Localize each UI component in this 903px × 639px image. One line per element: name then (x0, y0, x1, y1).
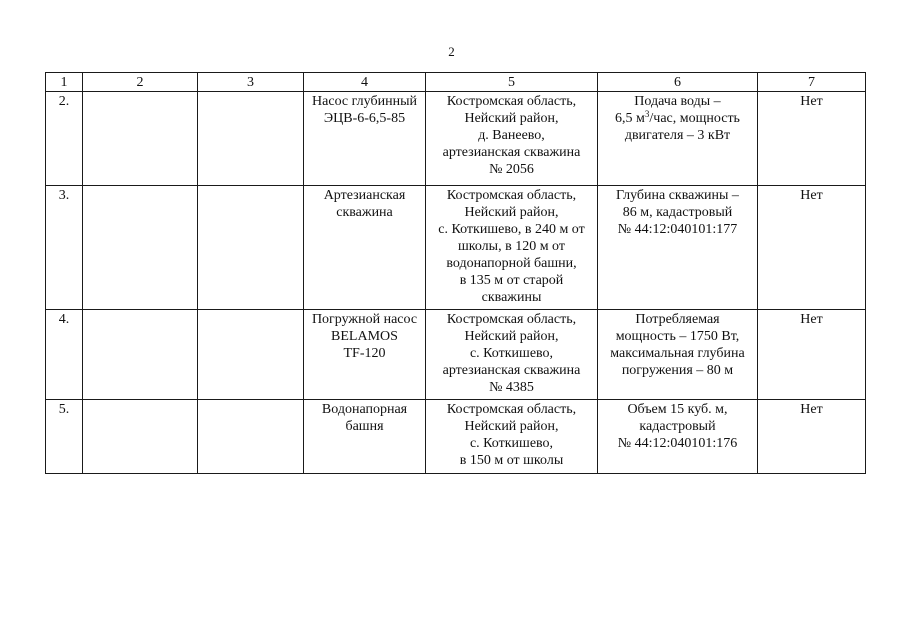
object-name-line: башня (345, 419, 384, 434)
empty-cell (198, 310, 304, 400)
address-line: Костромская область, (446, 312, 577, 327)
empty-cell (83, 310, 198, 400)
status-cell: Нет (758, 310, 866, 400)
row-number: 2. (46, 92, 83, 186)
row-number: 3. (46, 186, 83, 310)
cubic-superscript: 3 (644, 109, 650, 119)
address-cell (426, 186, 598, 310)
table-row (46, 186, 866, 310)
address-line: № 4385 (489, 380, 534, 395)
empty-cell (83, 186, 198, 310)
specs-line: максимальная глубина (610, 346, 745, 361)
object-name-cell (304, 400, 426, 474)
header-col-4: 4 (304, 73, 426, 92)
flow-value: 6,5 м (615, 111, 645, 126)
specs-line: двигателя – 3 кВт (624, 128, 731, 143)
address-line: Костромская область, (446, 402, 577, 417)
address-line: артезианская скважина (442, 145, 581, 160)
empty-cell (83, 400, 198, 474)
status-cell: Нет (758, 400, 866, 474)
specs-line: № 44:12:040101:176 (617, 436, 738, 451)
address-line: в 135 м от старой (459, 273, 564, 288)
header-col-7: 7 (758, 73, 866, 92)
specs-line (601, 110, 754, 127)
table-header-row (46, 73, 866, 92)
specs-cell (598, 186, 758, 310)
specs-cell (598, 400, 758, 474)
address-line: Костромская область, (446, 188, 577, 203)
object-name-cell (304, 310, 426, 400)
specs-line: Потребляемая (635, 312, 720, 327)
flow-unit: /час, мощность (649, 111, 740, 126)
address-cell (426, 92, 598, 186)
object-name-line: Артезианская (323, 188, 406, 203)
table-row (46, 400, 866, 474)
specs-line: Подача воды – (634, 94, 721, 109)
specs-line: погружения – 80 м (621, 363, 734, 378)
row-number: 5. (46, 400, 83, 474)
address-line: Нейский район, (464, 329, 559, 344)
specs-cell (598, 310, 758, 400)
address-line: школы, в 120 м от (458, 239, 565, 254)
empty-cell (198, 92, 304, 186)
address-line: артезианская скважина (442, 363, 581, 378)
address-line: Нейский район, (464, 419, 559, 434)
address-line: с. Коткишево, (469, 346, 554, 361)
empty-cell (198, 186, 304, 310)
address-line: скважины (481, 290, 542, 305)
object-name-line: ЭЦВ-6-6,5-85 (323, 111, 406, 126)
address-line: в 150 м от школы (459, 453, 564, 468)
header-col-3: 3 (198, 73, 304, 92)
specs-line: 86 м, кадастровый (622, 205, 733, 220)
specs-line: кадастровый (639, 419, 716, 434)
object-name-line: BELAMOS (331, 329, 398, 344)
header-col-5: 5 (426, 73, 598, 92)
header-col-2: 2 (83, 73, 198, 92)
header-col-1: 1 (46, 73, 83, 92)
specs-line: мощность – 1750 Вт, (615, 329, 740, 344)
address-line: с. Коткишево, в 240 м от (438, 222, 585, 237)
header-col-6: 6 (598, 73, 758, 92)
object-name-cell (304, 186, 426, 310)
address-line: водонапорной башни, (446, 256, 577, 271)
address-line: Нейский район, (464, 111, 559, 126)
address-line: с. Коткишево, (469, 436, 554, 451)
address-line: № 2056 (489, 162, 534, 177)
address-line: Костромская область, (446, 94, 577, 109)
address-line: Нейский район, (464, 205, 559, 220)
object-name-line: Насос глубинный (312, 94, 417, 109)
status-cell: Нет (758, 92, 866, 186)
table-row (46, 92, 866, 186)
status-cell: Нет (758, 186, 866, 310)
empty-cell (83, 92, 198, 186)
object-name-line: TF-120 (343, 346, 386, 361)
object-name-cell (304, 92, 426, 186)
address-cell (426, 310, 598, 400)
specs-line: Глубина скважины – (616, 188, 739, 203)
empty-cell (198, 400, 304, 474)
address-line: д. Ванеево, (478, 128, 545, 143)
object-name-line: скважина (336, 205, 393, 220)
address-cell (426, 400, 598, 474)
page-number: 2 (448, 44, 455, 59)
table-row (46, 310, 866, 400)
row-number: 4. (46, 310, 83, 400)
object-name-line: Водонапорная (321, 402, 408, 417)
specs-line: Объем 15 куб. м, (627, 402, 728, 417)
property-table (45, 72, 866, 474)
specs-line: № 44:12:040101:177 (617, 222, 738, 237)
object-name-line: Погружной насос (311, 312, 418, 327)
specs-cell (598, 92, 758, 186)
